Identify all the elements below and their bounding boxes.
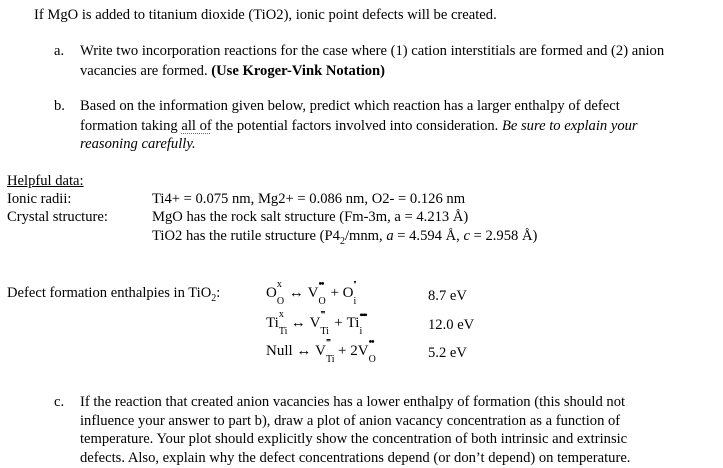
part-b-line1: Based on the information given below, predict which reaction has a larger enthalpy of defect <box>80 98 620 114</box>
reaction-2-energy: 12.0 eV <box>428 317 475 333</box>
r3-arrow: ↔ <box>296 343 312 359</box>
part-a-kroger-vink-note: (Use Kroger-Vink Notation) <box>211 63 386 79</box>
r2-arrow: ↔ <box>290 315 306 331</box>
r3-v-sub: Ti <box>326 354 335 365</box>
ionic-radii-label: Ionic radii: <box>7 191 72 207</box>
r1-lhs-sup: x <box>276 279 282 290</box>
crystal-tio2 <box>152 227 537 251</box>
r3-rhs-sup: •• <box>368 337 374 348</box>
reaction-3-energy: 5.2 eV <box>428 345 467 361</box>
r1-v-sub: O <box>318 296 326 307</box>
crystal-mgo: MgO has the rock salt structure (Fm-3m, a = 4.213 Å) <box>152 209 469 225</box>
r1-rhs-sup: '' <box>353 279 356 291</box>
r1-rhs-sub: i <box>353 296 357 307</box>
crystal-tio2-c: c <box>463 228 470 244</box>
part-c-line1: If the reaction that created anion vacancies has a lower enthalpy of formation (this should not <box>80 394 626 410</box>
crystal-tio2-pre: TiO2 has the rutile structure (P4 <box>152 228 340 244</box>
part-c-line4: defects. Also, explain why the defect concentrations depend (or don’t depend) on temperature. <box>80 450 631 466</box>
r3-plus: + <box>338 343 347 359</box>
part-b-line2-post: the potential factors involved into consideration. <box>215 118 499 134</box>
r3-rhs-symbol: 2V <box>350 343 369 359</box>
r1-arrow: ↔ <box>288 285 304 301</box>
defect-label-colon: : <box>216 285 221 301</box>
crystal-tio2-a-val: = 4.594 Å, <box>393 228 464 244</box>
crystal-tio2-sub: 2 <box>339 235 345 247</box>
part-a-line2 <box>80 62 385 80</box>
part-b-line3: reasoning carefully. <box>80 136 196 152</box>
r2-v-sub: Ti <box>320 326 329 337</box>
r2-rhs-sub: i <box>359 326 363 337</box>
r3-v-sup: '''' <box>326 337 330 349</box>
reaction-1-rhs <box>342 279 357 307</box>
part-a-line1: Write two incorporation reactions for the case where (1) cation interstitials are formed and (2) anion <box>80 43 665 59</box>
reaction-2-rhs <box>346 310 367 337</box>
intro-text: If MgO is added to titanium dioxide (TiO2), ionic point defects will be created. <box>34 7 497 23</box>
crystal-tio2-mid: /mnm, <box>344 228 387 244</box>
part-c-line2: influence your answer to part b), draw a plot of anion vacancy concentration as a function of <box>80 413 621 429</box>
r2-lhs-sub: Ti <box>278 326 288 337</box>
reaction-1-lhs <box>266 279 285 307</box>
r3-lhs: Null <box>266 343 293 359</box>
r1-lhs-symbol: O <box>266 285 277 301</box>
r1-v-symbol: V <box>307 285 319 301</box>
crystal-structure-label: Crystal structure: <box>7 209 108 225</box>
reaction-2 <box>266 309 367 337</box>
defect-label-text: Defect formation enthalpies in TiO <box>7 285 212 301</box>
r3-v-symbol: V <box>315 343 327 359</box>
part-b-line2 <box>80 117 638 135</box>
reaction-3-rhs <box>350 337 376 365</box>
part-a-line2-text: vacancies are formed. <box>80 63 208 79</box>
reaction-2-lhs <box>266 309 288 337</box>
helpful-data-heading: Helpful data: <box>7 173 84 189</box>
crystal-tio2-c-val: = 2.958 Å) <box>469 228 538 244</box>
crystal-tio2-a: a <box>386 228 394 244</box>
r2-lhs-sup: x <box>278 309 284 320</box>
reaction-3 <box>266 337 376 365</box>
defect-label-sub: 2 <box>211 292 217 304</box>
r1-rhs-symbol: O <box>342 285 354 301</box>
part-b-line2-italic: Be sure to explain your <box>501 118 638 134</box>
part-c-line3: temperature. Your plot should explicitly show the concentration of both intrinsic and extrinsic <box>80 431 628 447</box>
reaction-1-energy: 8.7 eV <box>428 288 467 304</box>
r2-plus: + <box>334 315 343 331</box>
r1-plus: + <box>330 285 339 301</box>
part-c-marker: c. <box>54 394 65 410</box>
r2-v-sup: '''' <box>320 309 325 321</box>
r2-v-symbol: V <box>309 315 321 331</box>
r2-rhs-symbol: Ti <box>346 315 360 331</box>
ionic-radii-value: Ti4+ = 0.075 nm, Mg2+ = 0.086 nm, O2- = 0.126 nm <box>152 191 466 207</box>
part-b-marker: b. <box>54 98 65 114</box>
r2-rhs-sup: •••• <box>359 310 367 320</box>
r2-lhs-symbol: Ti <box>266 315 279 331</box>
r1-lhs-sub: O <box>276 296 285 307</box>
reaction-2-vacancy <box>309 309 329 337</box>
part-b-line2-pre: formation taking <box>80 118 178 134</box>
part-a-marker: a. <box>54 43 65 59</box>
reaction-3-vacancy <box>315 337 335 365</box>
part-b-all-of: all of <box>181 118 212 134</box>
r3-rhs-sub: O <box>368 354 376 365</box>
reaction-1-vacancy <box>307 279 326 307</box>
reaction-1 <box>266 279 357 307</box>
r1-v-sup: •• <box>318 279 324 290</box>
defect-enthalpies-label <box>7 284 220 308</box>
